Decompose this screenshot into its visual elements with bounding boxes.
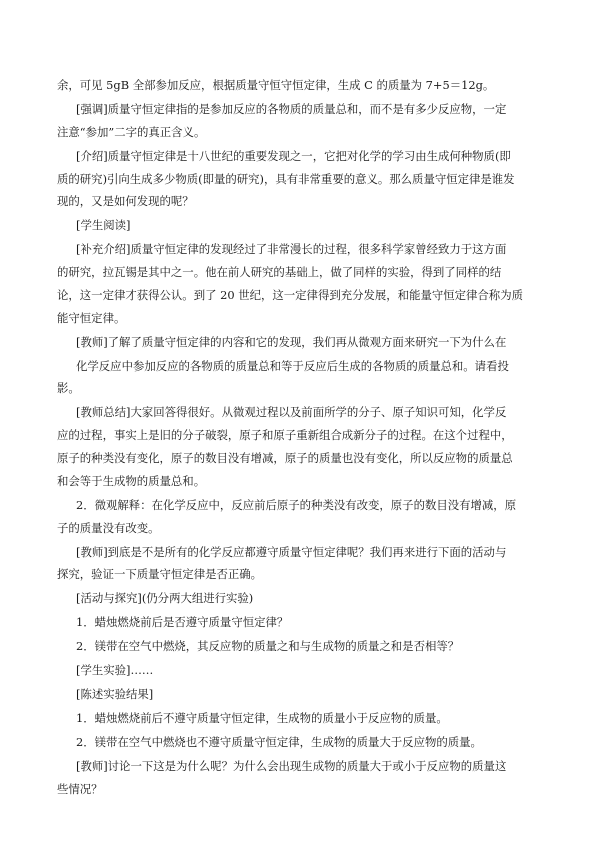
text-line: [学生实验]…… (76, 663, 154, 678)
text-line: 2．镁带在空气中燃烧，其反应物的质量之和与生成物的质量之和是否相等？ (76, 639, 460, 654)
text-line: [教师]了解了质量守恒定律的内容和它的发现，我们再从微观方面来研究一下为什么在 (76, 334, 507, 349)
text-line: 和会等于生成物的质量总和。 (57, 473, 206, 488)
paragraph-p9 (57, 494, 541, 540)
paragraph-p10 (57, 541, 541, 587)
paragraph-p1 (57, 74, 541, 97)
text-line: 子的质量没有改变。 (57, 520, 160, 535)
paragraph-p15 (57, 683, 541, 706)
text-line: 论，这一定律才获得公认。到了 20 世纪，这一定律得到充分发展，和能量守恒定律合称为质 (57, 287, 523, 302)
text-line: [补充介绍]质量守恒定律的发现经过了非常漫长的过程，很多科学家曾经致力于这方面 (76, 242, 507, 257)
text-line: [教师]到底是不是所有的化学反应都遵守质量守恒定律呢？我们再来进行下面的活动与 (76, 544, 507, 559)
text-line: [教师]讨论一下这是为什么呢？为什么会出现生成物的质量大于或小于反应物的质量这 (76, 759, 507, 774)
paragraph-p2 (57, 98, 541, 144)
paragraph-p16 (57, 707, 541, 730)
text-line: 原子的种类没有变化，原子的数目没有增减，原子的质量也没有变化，所以反应物的质量总 (57, 451, 513, 466)
text-line: [陈述实验结果] (76, 687, 154, 702)
paragraph-p8 (57, 401, 541, 492)
paragraph-p7 (57, 355, 541, 401)
text-line: 的研究，拉瓦锡是其中之一。他在前人研究的基础上，做了同样的实验，得到了同样的结 (57, 265, 502, 280)
paragraph-p11 (57, 587, 541, 610)
text-line: 2．镁带在空气中燃烧也不遵守质量守恒定律，生成物的质量大于反应物的质量。 (76, 735, 482, 750)
paragraph-p12 (57, 611, 541, 634)
text-line: [介绍]质量守恒定律是十八世纪的重要发现之一，它把对化学的学习由生成何种物质(即 (76, 148, 511, 163)
text-line: 质的研究)引向生成多少物质(即量的研究)，具有非常重要的意义。那么质量守恒定律是谁发 (57, 171, 515, 186)
text-line: 现的，又是如何发现的呢？ (57, 194, 194, 209)
text-line: 能守恒定律。 (57, 310, 126, 325)
paragraph-p3 (57, 145, 541, 213)
text-line: 化学反应中参加反应的各物质的质量总和等于反应后生成的各物质的质量总和。请看投 (76, 358, 509, 373)
text-line: 些情况？ (57, 782, 103, 797)
paragraph-p13 (57, 635, 541, 658)
text-line: 1．蜡烛燃烧前后不遵守质量守恒定律，生成物的质量小于反应物的质量。 (76, 711, 448, 726)
document-body (57, 74, 541, 801)
text-line: [活动与探究](仍分两大组进行实验) (76, 591, 254, 606)
paragraph-p18 (57, 755, 541, 801)
text-line: 应的过程，事实上是旧的分子破裂，原子和原子重新组合成新分子的过程。在这个过程中， (57, 428, 513, 443)
paragraph-p14 (57, 659, 541, 682)
paragraph-p5 (57, 238, 541, 329)
text-line: 1．蜡烛燃烧前后是否遵守质量守恒定律？ (76, 615, 289, 630)
paragraph-p6 (57, 331, 541, 354)
text-line: 影。 (57, 381, 80, 396)
text-line: 余，可见 5gB 全部参加反应，根据质量守恒守恒定律，生成 C 的质量为 7+5＝12g。 (57, 78, 495, 92)
text-line: 2．微观解释：在化学反应中，反应前后原子的种类没有改变，原子的数目没有增减，原 (76, 497, 517, 512)
text-line: [教师总结]大家回答得很好。从微观过程以及前面所学的分子、原子知识可知，化学反 (76, 405, 507, 420)
text-line: [学生阅读] (76, 218, 131, 233)
text-line: [强调]质量守恒定律指的是参加反应的各物质的质量总和，而不是有多少反应物，一定 (76, 101, 507, 116)
text-line: 探究，验证一下质量守恒定律是否正确。 (57, 567, 263, 582)
paragraph-p4 (57, 214, 541, 237)
paragraph-p17 (57, 731, 541, 754)
text-line: 注意“参加”二字的真正含义。 (57, 124, 206, 139)
